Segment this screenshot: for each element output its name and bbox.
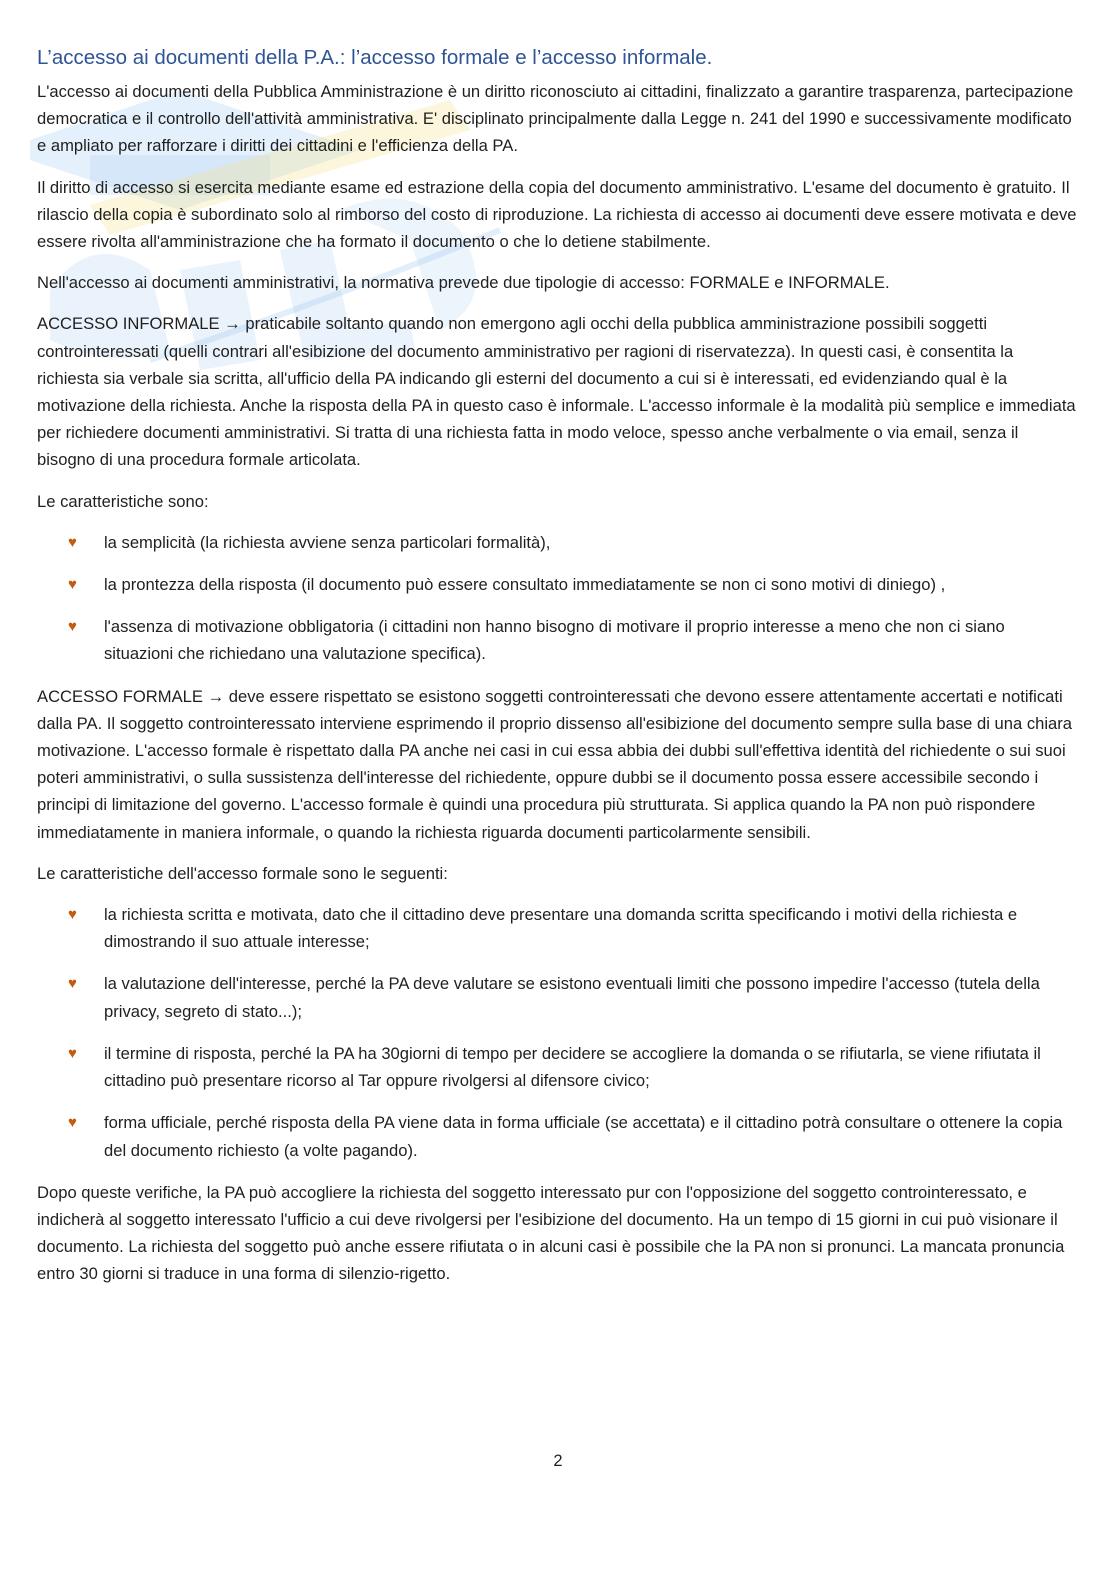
intro-paragraph: L'accesso ai documenti della Pubblica Amministrazione è un diritto riconosciuto ai cittadini, finalizzato a garantire trasparenza, partecipazione democratica e il controllo dell'attività amministrativa. E' disciplinato principalmente dalla Legge n. 241 del 1990 e successivamente modificato e ampliato per rafforzare i diritti dei cittadini e l'efficienza della PA. [37, 82, 1074, 156]
list-item-text: l'assenza di motivazione obbligatoria (i cittadini non hanno bisogno di motivare il proprio interesse a meno che non ci siano situazioni che richiedano una valutazione specifica). [104, 617, 1005, 664]
page-number: 2 [553, 1452, 563, 1470]
informal-access-paragraph: ACCESSO INFORMALE → praticabile soltanto quando non emergono agli occhi della pubblica amministrazione possibili soggetti controinteressati (quelli contrari all'esibizione del documento amministrativo per ragioni di riservatezza). In questi casi, è consentita la richiesta sia verbale sia scritta, all'ufficio della PA indicando gli esterni del documento a cui si è interessati, ed evidenziando qual è la motivazione della richiesta. Anche la risposta della PA in questo caso è informale. L'accesso informale è la modalità più semplice e immediata per richiedere documenti amministrativi. Si tratta di una richiesta fatta in modo veloce, spesso anche verbalmente o via email, senza il bisogno di una procedura formale articolata. [37, 314, 1076, 470]
heart-bullet-icon: ♥ [68, 533, 77, 551]
informal-features-list [37, 529, 1077, 668]
heart-bullet-icon: ♥ [68, 618, 77, 636]
page-title: L’accesso ai documenti della P.A.: l’accesso formale e l’accesso informale. [37, 46, 713, 69]
list-item [37, 529, 1077, 556]
heart-bullet-icon: ♥ [68, 906, 77, 924]
list-item [37, 571, 1077, 598]
list-item-text: forma ufficiale, perché risposta della PA viene data in forma ufficiale (se accettata) e il cittadino potrà consultare o ottenere la copia del documento richiesto (a volte pagando). [104, 1113, 1063, 1160]
document-content [37, 44, 1077, 1302]
list-item-text: la richiesta scritta e motivata, dato che il cittadino deve presentare una domanda scritta specificando i motivi della richiesta e dimostrando il suo attuale interesse; [104, 905, 1018, 952]
informal-features-heading: Le caratteristiche sono: [37, 491, 209, 511]
formal-features-heading: Le caratteristiche dell'accesso formale sono le seguenti: [37, 863, 448, 883]
list-item [37, 1040, 1077, 1094]
list-item-text: la semplicità (la richiesta avviene senza particolari formalità), [104, 532, 551, 552]
formal-features-list [37, 901, 1077, 1164]
list-item [37, 613, 1077, 667]
access-types-paragraph: Nell'accesso ai documenti amministrativi, la normativa prevede due tipologie di accesso: FORMALE e INFORMALE. [37, 273, 890, 293]
access-rights-paragraph: Il diritto di accesso si esercita mediante esame ed estrazione della copia del documento amministrativo. L'esame del documento è gratuito. Il rilascio della copia è subordinato solo al rimborso del costo di riproduzione. La richiesta di accesso ai documenti deve essere motivata e deve essere rivolta all'amministrazione che ha formato il documento o che lo detiene stabilmente. [37, 177, 1077, 252]
formal-access-paragraph: ACCESSO FORMALE → deve essere rispettato se esistono soggetti controinteressati che devono essere attentamente accertati e notificati dalla PA. Il soggetto controinteressato interviene esprimendo il proprio dissenso all'esibizione del documento sempre sulla base di una chiara motivazione. L'accesso formale è rispettato dalla PA anche nei casi in cui essa abbia dei dubbi sull'effettiva identità del richiedente o sui suoi poteri amministrativi, o sulla sussistenza dell'interesse del richiedente, oppure dubbi se il documento possa essere accessibile secondo i principi di limitazione del governo. L'accesso formale è quindi una procedura più strutturata. Si applica quando la PA non può rispondere immediatamente in maniera informale, o quando la richiesta riguarda documenti particolarmente sensibili. [37, 686, 1073, 842]
list-item-text: la valutazione dell'interesse, perché la PA deve valutare se esistono eventuali limiti che possono impedire l'accesso (tutela della privacy, segreto di stato...); [104, 974, 1040, 1021]
heart-bullet-icon: ♥ [68, 1044, 77, 1062]
heart-bullet-icon: ♥ [68, 975, 77, 993]
list-item-text: il termine di risposta, perché la PA ha 30giorni di tempo per decidere se accogliere la domanda o se rifiutarla, se viene rifiutata il cittadino può presentare ricorso al Tar oppure rivolgersi al difensore civico; [104, 1043, 1041, 1091]
heart-bullet-icon: ♥ [68, 576, 77, 594]
list-item [37, 970, 1077, 1024]
list-item-text: la prontezza della risposta (il documento può essere consultato immediatamente se non ci sono motivi di diniego) , [104, 575, 946, 595]
list-item [37, 1109, 1077, 1163]
heart-bullet-icon: ♥ [68, 1114, 77, 1132]
list-item [37, 901, 1077, 955]
conclusion-paragraph: Dopo queste verifiche, la PA può accogliere la richiesta del soggetto interessato pur con l'opposizione del soggetto controinteressato, e indicherà al soggetto interessato l'ufficio a cui deve rivolgersi per l'esibizione del documento. Ha un tempo di 15 giorni in cui può visionare il documento. La richiesta del soggetto può anche essere rifiutata o in alcuni casi è possibile che la PA non si pronunci. La mancata pronuncia entro 30 giorni si traduce in una forma di silenzio-rigetto. [37, 1182, 1065, 1284]
